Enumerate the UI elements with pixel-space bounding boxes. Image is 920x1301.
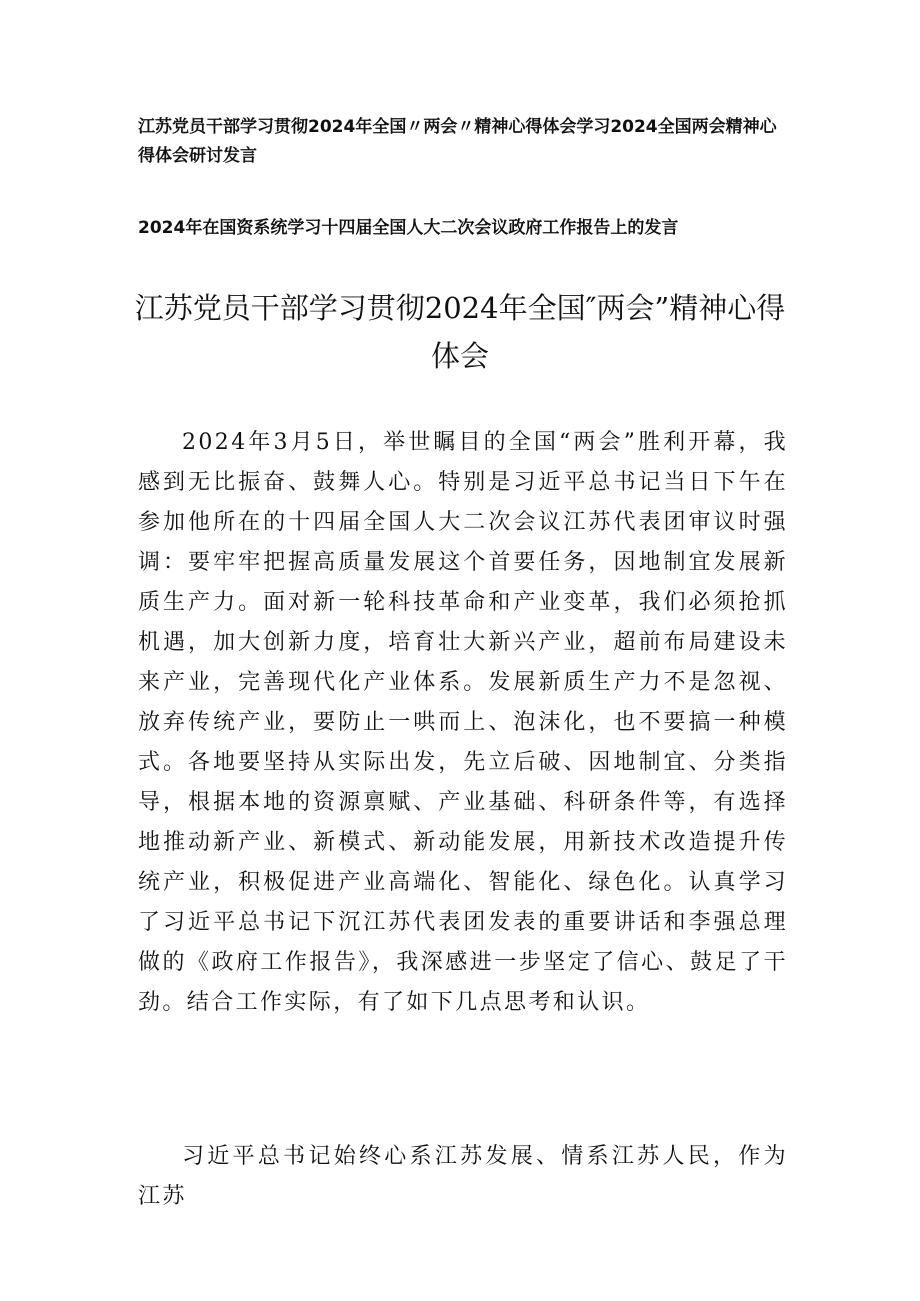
related-article-title-1: 江苏党员干部学习贯彻2024年全国〃两会〃精神心得体会学习2024全国两会精神心得体会研讨发言 <box>138 117 777 166</box>
article-paragraph: 习近平总书记始终心系江苏发展、情系江苏人民，作为江苏 <box>138 1144 788 1209</box>
article-paragraph: 2024年3月5日，举世瞩目的全国“两会”胜利开幕，我感到无比振奋、鼓舞人心。特别是习近平总书记当日下午在参加他所在的十四届全国人大二次会议江苏代表团审议时强调：要牢牢把握高质量发展这个首要任务，因地制宜发展新质生产力。面对新一轮科技革命和产业变革，我们必须抢抓机遇，加大创新力度，培育壮大新兴产业，超前布局建设未来产业，完善现代化产业体系。发展新质生产力不是忽视、放弃传统产业，要防止一哄而上、泡沫化，也不要搞一种模式。各地要坚持从实际出发，先立后破、因地制宜、分类指导，根据本地的资源禀赋、产业基础、科研条件等，有选择地推动新产业、新模式、新动能发展，用新技术改造提升传统产业，积极促进产业高端化、智能化、绿色化。认真学习了习近平总书记下沉江苏代表团发表的重要讲话和李强总理做的《政府工作报告》，我深感进一步坚定了信心、鼓足了干劲。结合工作实际，有了如下几点思考和认识。 <box>138 430 788 1015</box>
related-article-title-2: 2024年在国资系统学习十四届全国人大二次会议政府工作报告上的发言 <box>138 218 679 238</box>
article-title: 江苏党员干部学习贯彻2024年全国″两会”精神心得体会 <box>134 291 786 373</box>
